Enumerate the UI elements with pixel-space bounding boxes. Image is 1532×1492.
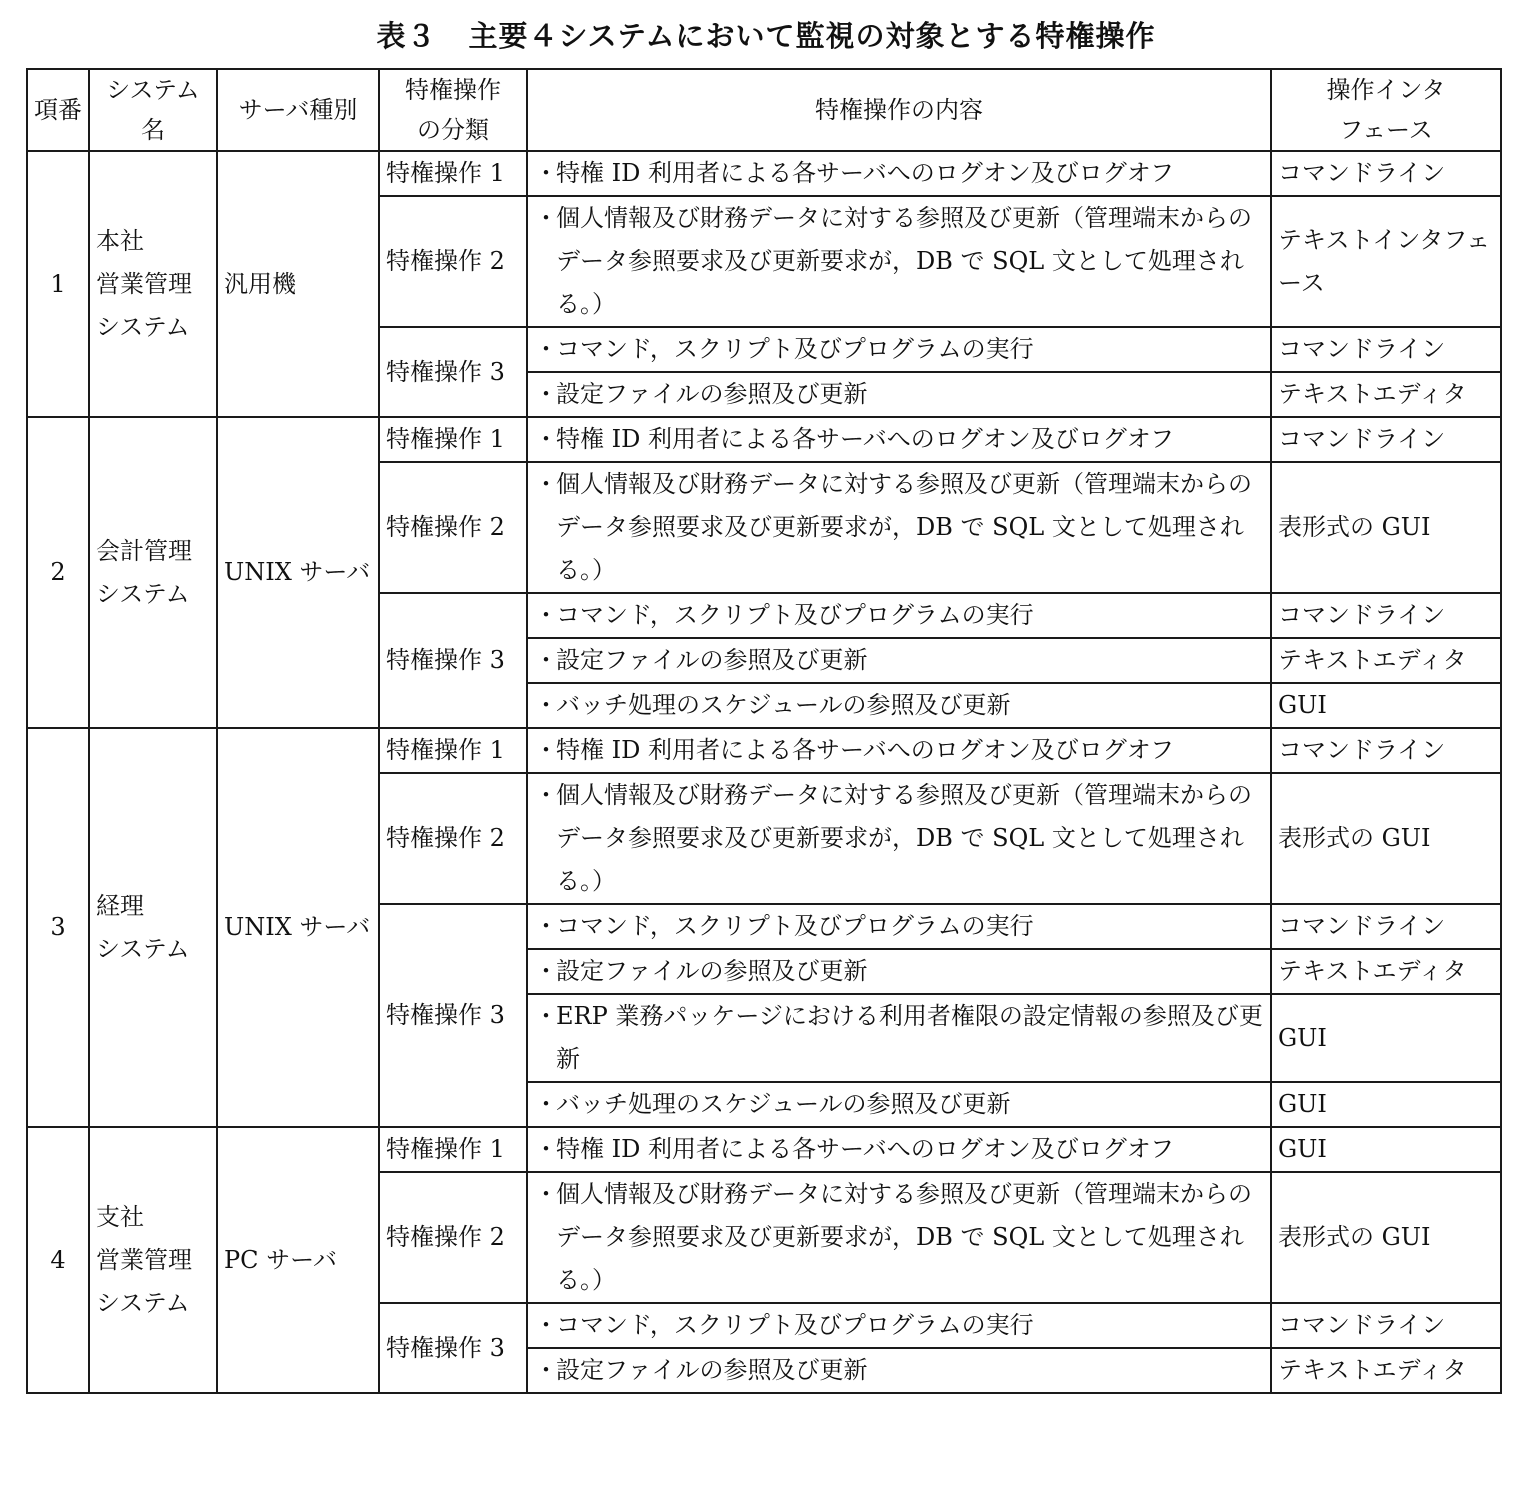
header-category-line: 特権操作 xyxy=(405,76,501,104)
system-name xyxy=(89,151,217,417)
operation-content xyxy=(527,1172,1271,1303)
operation-content-text: 特権 ID 利用者による各サーバへのログオン及びログオフ xyxy=(556,159,1175,187)
operation-content-item xyxy=(534,774,1264,903)
table-row xyxy=(27,1127,1501,1172)
bullet-point: ・ xyxy=(534,380,558,408)
operation-content-text: 設定ファイルの参照及び更新 xyxy=(556,1356,868,1384)
system-name-line: 会計管理 xyxy=(96,536,192,565)
operation-content-item xyxy=(534,1304,1264,1347)
operation-content-text: バッチ処理のスケジュールの参照及び更新 xyxy=(556,1090,1011,1118)
operation-content xyxy=(527,462,1271,593)
operation-category: 特権操作 3 xyxy=(379,327,527,417)
header-category xyxy=(379,69,527,151)
header-interface-line: 操作インタ xyxy=(1326,76,1446,104)
operation-content-item xyxy=(534,594,1264,637)
operation-content-item xyxy=(534,950,1264,993)
server-type: UNIX サーバ xyxy=(217,728,379,1127)
operation-category: 特権操作 2 xyxy=(379,462,527,593)
item-number: 4 xyxy=(27,1127,89,1393)
operation-interface: コマンドライン xyxy=(1271,417,1501,462)
operation-category: 特権操作 3 xyxy=(379,593,527,728)
bullet-point: ・ xyxy=(534,912,558,940)
operation-content-item xyxy=(534,729,1264,772)
operation-content xyxy=(527,151,1271,196)
operation-interface: テキストエディタ xyxy=(1271,1348,1501,1393)
operation-content-text: 個人情報及び財務データに対する参照及び更新（管理端末からのデータ参照要求及び更新要求が，DB で SQL 文として処理される。） xyxy=(556,204,1252,318)
operation-category: 特権操作 2 xyxy=(379,773,527,904)
operation-content-item xyxy=(534,418,1264,461)
operation-content-text: コマンド，スクリプト及びプログラムの実行 xyxy=(556,335,1034,363)
server-type: PC サーバ xyxy=(217,1127,379,1393)
table-body xyxy=(27,151,1501,1393)
operation-content-text: 個人情報及び財務データに対する参照及び更新（管理端末からのデータ参照要求及び更新要求が，DB で SQL 文として処理される。） xyxy=(556,1180,1252,1294)
operation-content-item xyxy=(534,463,1264,592)
operation-category: 特権操作 3 xyxy=(379,904,527,1127)
system-name-line: 支社 xyxy=(96,1202,144,1231)
bullet-point: ・ xyxy=(534,1002,558,1030)
system-name-line: システム xyxy=(96,934,190,963)
operation-content-item xyxy=(534,684,1264,727)
operation-interface: コマンドライン xyxy=(1271,593,1501,638)
operation-category: 特権操作 1 xyxy=(379,151,527,196)
operation-content-item xyxy=(534,197,1264,326)
operation-content xyxy=(527,196,1271,327)
operation-content-item xyxy=(534,152,1264,195)
operation-content-item xyxy=(534,639,1264,682)
header-interface-line: フェース xyxy=(1339,116,1433,144)
header-server-type: サーバ種別 xyxy=(217,69,379,151)
operation-category: 特権操作 2 xyxy=(379,196,527,327)
system-name-line: システム xyxy=(96,1288,190,1317)
table-caption xyxy=(0,14,1532,55)
system-name-line: 営業管理 xyxy=(96,269,192,298)
operation-category: 特権操作 1 xyxy=(379,728,527,773)
operation-interface: コマンドライン xyxy=(1271,327,1501,372)
operation-content xyxy=(527,372,1271,417)
operation-content-item xyxy=(534,328,1264,371)
operation-interface: 表形式の GUI xyxy=(1271,1172,1501,1303)
header-category-line: の分類 xyxy=(417,116,489,144)
operation-content xyxy=(527,728,1271,773)
operation-content-text: 個人情報及び財務データに対する参照及び更新（管理端末からのデータ参照要求及び更新要求が，DB で SQL 文として処理される。） xyxy=(556,470,1252,584)
bullet-point: ・ xyxy=(534,646,558,674)
operation-interface: コマンドライン xyxy=(1271,151,1501,196)
bullet-point: ・ xyxy=(534,204,558,232)
bullet-point: ・ xyxy=(534,1180,558,1208)
operation-interface: テキストエディタ xyxy=(1271,638,1501,683)
operation-content xyxy=(527,1082,1271,1127)
server-type: 汎用機 xyxy=(217,151,379,417)
bullet-point: ・ xyxy=(534,159,558,187)
operation-content xyxy=(527,904,1271,949)
item-number: 2 xyxy=(27,417,89,728)
operation-content xyxy=(527,1348,1271,1393)
operation-content xyxy=(527,1127,1271,1172)
operation-content xyxy=(527,638,1271,683)
bullet-point: ・ xyxy=(534,1311,558,1339)
operation-content-text: 特権 ID 利用者による各サーバへのログオン及びログオフ xyxy=(556,425,1175,453)
operation-content-item xyxy=(534,373,1264,416)
system-name xyxy=(89,417,217,728)
operation-category: 特権操作 3 xyxy=(379,1303,527,1393)
bullet-point: ・ xyxy=(534,957,558,985)
table-row xyxy=(27,417,1501,462)
operation-content xyxy=(527,593,1271,638)
table-title: 主要４システムにおいて監視の対象とする特権操作 xyxy=(468,19,1156,53)
operation-content-text: ERP 業務パッケージにおける利用者権限の設定情報の参照及び更新 xyxy=(556,1002,1263,1073)
operation-category: 特権操作 2 xyxy=(379,1172,527,1303)
operation-content-item xyxy=(534,1349,1264,1392)
system-name-line: 営業管理 xyxy=(96,1245,192,1274)
system-name xyxy=(89,1127,217,1393)
header-system-name xyxy=(89,69,217,151)
operation-content-item xyxy=(534,1083,1264,1126)
header-content: 特権操作の内容 xyxy=(527,69,1271,151)
operation-content xyxy=(527,773,1271,904)
operation-interface: GUI xyxy=(1271,994,1501,1082)
bullet-point: ・ xyxy=(534,736,558,764)
bullet-point: ・ xyxy=(534,425,558,453)
table-number: 表３ xyxy=(376,19,437,53)
operation-content-item xyxy=(534,1128,1264,1171)
operation-content-text: 個人情報及び財務データに対する参照及び更新（管理端末からのデータ参照要求及び更新要求が，DB で SQL 文として処理される。） xyxy=(556,781,1252,895)
header-no: 項番 xyxy=(27,69,89,151)
operation-category: 特権操作 1 xyxy=(379,417,527,462)
header-system-name-line: システム xyxy=(106,76,200,104)
bullet-point: ・ xyxy=(534,1135,558,1163)
system-name-line: 経理 xyxy=(96,891,144,920)
bullet-point: ・ xyxy=(534,601,558,629)
operation-content-text: 特権 ID 利用者による各サーバへのログオン及びログオフ xyxy=(556,1135,1175,1163)
operation-interface: テキストインタフェース xyxy=(1271,196,1501,327)
system-name-line: システム xyxy=(96,312,190,341)
operation-interface: GUI xyxy=(1271,1082,1501,1127)
bullet-point: ・ xyxy=(534,691,558,719)
operation-interface: コマンドライン xyxy=(1271,728,1501,773)
operation-content-text: コマンド，スクリプト及びプログラムの実行 xyxy=(556,912,1034,940)
operation-content-text: 設定ファイルの参照及び更新 xyxy=(556,957,868,985)
item-number: 1 xyxy=(27,151,89,417)
operation-interface: GUI xyxy=(1271,683,1501,728)
bullet-point: ・ xyxy=(534,781,558,809)
header-interface xyxy=(1271,69,1501,151)
operation-interface: コマンドライン xyxy=(1271,904,1501,949)
operation-content-text: 設定ファイルの参照及び更新 xyxy=(556,646,868,674)
system-name xyxy=(89,728,217,1127)
operation-content xyxy=(527,1303,1271,1348)
operation-content-text: 設定ファイルの参照及び更新 xyxy=(556,380,868,408)
operation-content-item xyxy=(534,1173,1264,1302)
operation-content-text: 特権 ID 利用者による各サーバへのログオン及びログオフ xyxy=(556,736,1175,764)
operation-interface: 表形式の GUI xyxy=(1271,773,1501,904)
operation-content-item xyxy=(534,905,1264,948)
table-row xyxy=(27,151,1501,196)
bullet-point: ・ xyxy=(534,470,558,498)
operation-content-text: バッチ処理のスケジュールの参照及び更新 xyxy=(556,691,1011,719)
server-type: UNIX サーバ xyxy=(217,417,379,728)
operation-content xyxy=(527,949,1271,994)
operation-interface: テキストエディタ xyxy=(1271,372,1501,417)
bullet-point: ・ xyxy=(534,1356,558,1384)
header-row xyxy=(27,69,1501,151)
item-number: 3 xyxy=(27,728,89,1127)
privileged-operations-table xyxy=(26,68,1502,1394)
operation-interface: GUI xyxy=(1271,1127,1501,1172)
operation-content-item xyxy=(534,995,1264,1081)
bullet-point: ・ xyxy=(534,335,558,363)
operation-content xyxy=(527,327,1271,372)
operation-content xyxy=(527,683,1271,728)
bullet-point: ・ xyxy=(534,1090,558,1118)
header-system-name-line: 名 xyxy=(141,116,165,144)
operation-interface: 表形式の GUI xyxy=(1271,462,1501,593)
operation-content xyxy=(527,994,1271,1082)
operation-interface: コマンドライン xyxy=(1271,1303,1501,1348)
operation-content xyxy=(527,417,1271,462)
table-row xyxy=(27,728,1501,773)
system-name-line: 本社 xyxy=(96,226,144,255)
operation-content-text: コマンド，スクリプト及びプログラムの実行 xyxy=(556,1311,1034,1339)
system-name-line: システム xyxy=(96,579,190,608)
operation-interface: テキストエディタ xyxy=(1271,949,1501,994)
operation-content-text: コマンド，スクリプト及びプログラムの実行 xyxy=(556,601,1034,629)
operation-category: 特権操作 1 xyxy=(379,1127,527,1172)
